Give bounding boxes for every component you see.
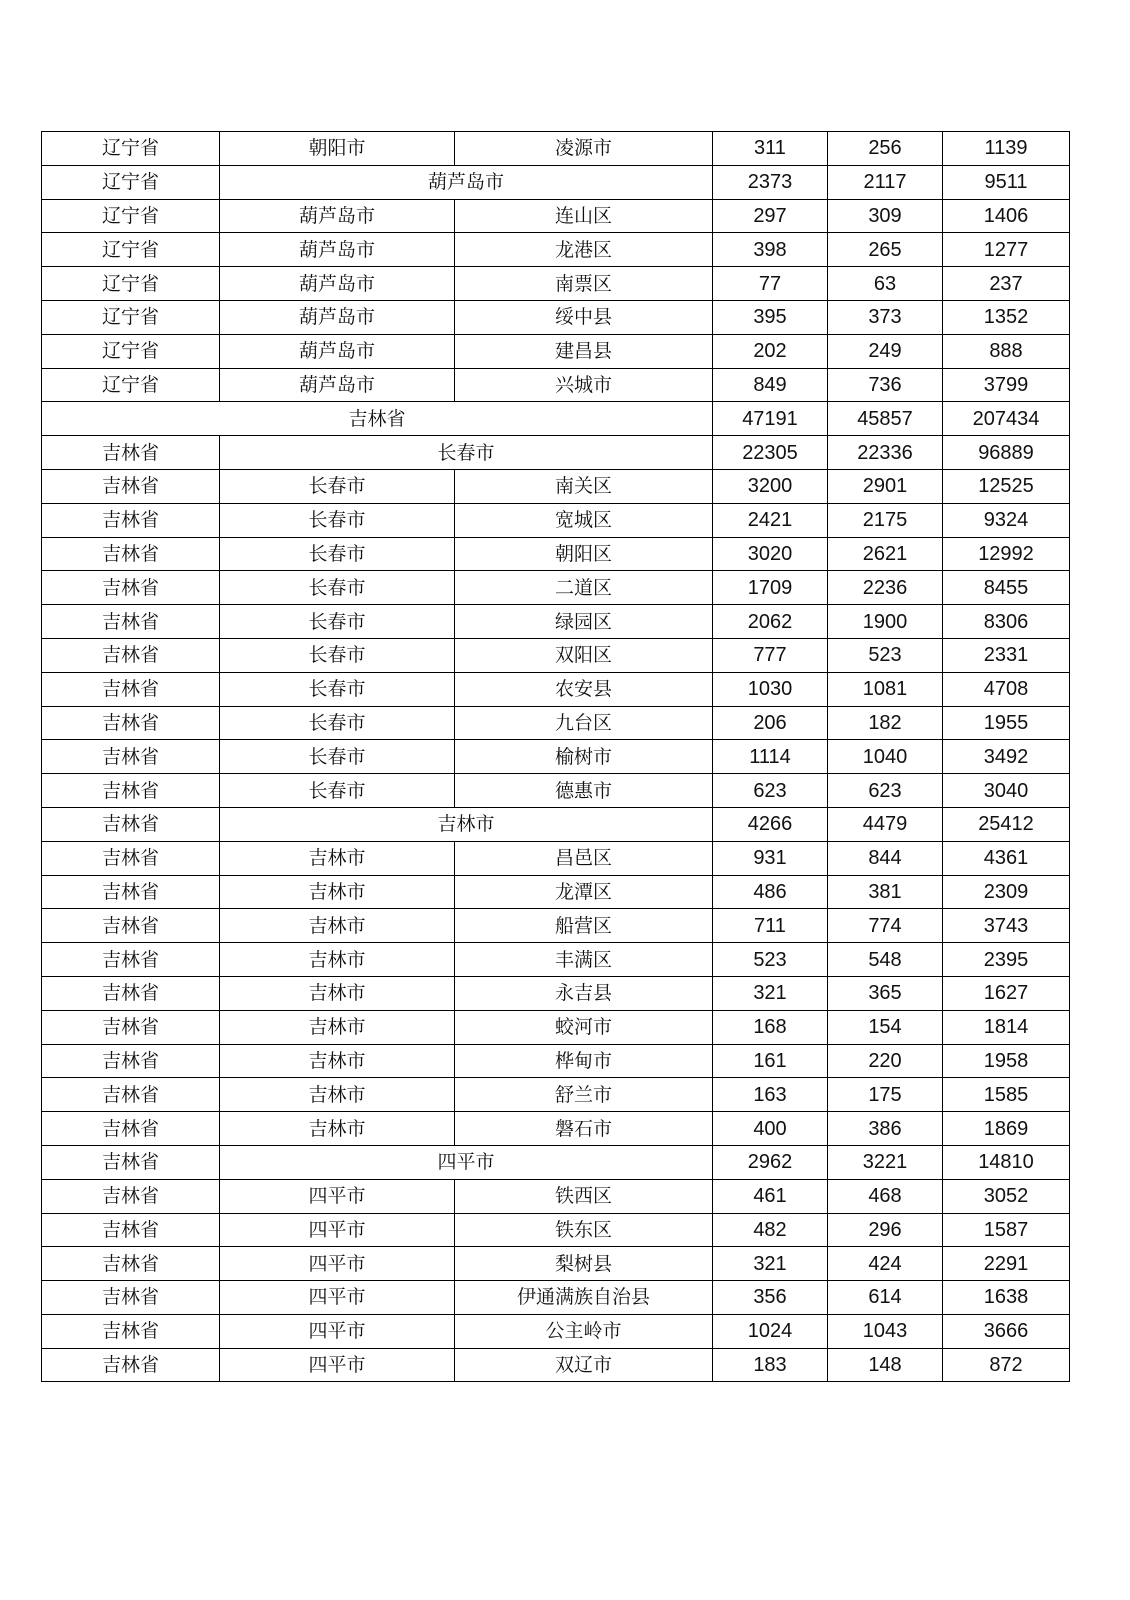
value-cell: 373 xyxy=(828,300,943,334)
province-cell: 吉林省 xyxy=(42,774,220,808)
table-row xyxy=(42,807,1070,841)
district-cell: 双阳区 xyxy=(455,638,713,672)
city-cell: 长春市 xyxy=(220,774,455,808)
value-cell: 3040 xyxy=(943,774,1070,808)
value-cell: 395 xyxy=(713,300,828,334)
table-row xyxy=(42,300,1070,334)
value-cell: 623 xyxy=(828,774,943,808)
value-cell: 25412 xyxy=(943,807,1070,841)
province-cell: 吉林省 xyxy=(42,1281,220,1315)
value-cell: 849 xyxy=(713,368,828,402)
value-cell: 1814 xyxy=(943,1010,1070,1044)
district-cell: 农安县 xyxy=(455,672,713,706)
value-cell: 207434 xyxy=(943,402,1070,436)
value-cell: 3743 xyxy=(943,909,1070,943)
table-row xyxy=(42,368,1070,402)
table-row xyxy=(42,436,1070,470)
district-cell: 建昌县 xyxy=(455,334,713,368)
province-cell: 吉林省 xyxy=(42,1314,220,1348)
value-cell: 161 xyxy=(713,1044,828,1078)
city-cell: 葫芦岛市 xyxy=(220,165,713,199)
city-cell: 葫芦岛市 xyxy=(220,334,455,368)
value-cell: 45857 xyxy=(828,402,943,436)
value-cell: 22336 xyxy=(828,436,943,470)
value-cell: 1627 xyxy=(943,976,1070,1010)
value-cell: 400 xyxy=(713,1112,828,1146)
province-cell: 吉林省 xyxy=(42,1044,220,1078)
district-cell: 龙港区 xyxy=(455,233,713,267)
table-row xyxy=(42,875,1070,909)
table-row xyxy=(42,503,1070,537)
province-cell: 辽宁省 xyxy=(42,300,220,334)
province-cell: 吉林省 xyxy=(42,909,220,943)
city-cell: 吉林市 xyxy=(220,943,455,977)
value-cell: 424 xyxy=(828,1247,943,1281)
value-cell: 14810 xyxy=(943,1145,1070,1179)
district-cell: 铁东区 xyxy=(455,1213,713,1247)
table-row xyxy=(42,1044,1070,1078)
value-cell: 356 xyxy=(713,1281,828,1315)
province-cell: 辽宁省 xyxy=(42,233,220,267)
district-cell: 昌邑区 xyxy=(455,841,713,875)
value-cell: 623 xyxy=(713,774,828,808)
city-cell: 葫芦岛市 xyxy=(220,368,455,402)
district-cell: 九台区 xyxy=(455,706,713,740)
value-cell: 1406 xyxy=(943,199,1070,233)
value-cell: 482 xyxy=(713,1213,828,1247)
table-row xyxy=(42,706,1070,740)
value-cell: 1955 xyxy=(943,706,1070,740)
city-cell: 吉林市 xyxy=(220,909,455,943)
district-cell: 双辽市 xyxy=(455,1348,713,1382)
city-cell: 长春市 xyxy=(220,503,455,537)
district-cell: 公主岭市 xyxy=(455,1314,713,1348)
value-cell: 844 xyxy=(828,841,943,875)
value-cell: 265 xyxy=(828,233,943,267)
province-cell: 辽宁省 xyxy=(42,334,220,368)
value-cell: 202 xyxy=(713,334,828,368)
value-cell: 237 xyxy=(943,267,1070,301)
district-cell: 磐石市 xyxy=(455,1112,713,1146)
value-cell: 321 xyxy=(713,1247,828,1281)
district-cell: 梨树县 xyxy=(455,1247,713,1281)
city-cell: 长春市 xyxy=(220,537,455,571)
city-cell: 四平市 xyxy=(220,1145,713,1179)
value-cell: 2331 xyxy=(943,638,1070,672)
value-cell: 1709 xyxy=(713,571,828,605)
province-cell: 辽宁省 xyxy=(42,368,220,402)
value-cell: 1024 xyxy=(713,1314,828,1348)
value-cell: 8455 xyxy=(943,571,1070,605)
table-row xyxy=(42,672,1070,706)
city-cell: 长春市 xyxy=(220,436,713,470)
value-cell: 711 xyxy=(713,909,828,943)
value-cell: 3052 xyxy=(943,1179,1070,1213)
district-cell: 龙潭区 xyxy=(455,875,713,909)
value-cell: 3020 xyxy=(713,537,828,571)
value-cell: 1043 xyxy=(828,1314,943,1348)
district-cell: 连山区 xyxy=(455,199,713,233)
value-cell: 523 xyxy=(713,943,828,977)
province-cell: 吉林省 xyxy=(42,976,220,1010)
value-cell: 12525 xyxy=(943,469,1070,503)
city-cell: 葫芦岛市 xyxy=(220,267,455,301)
value-cell: 2062 xyxy=(713,605,828,639)
value-cell: 2395 xyxy=(943,943,1070,977)
province-cell: 吉林省 xyxy=(42,1213,220,1247)
value-cell: 1900 xyxy=(828,605,943,639)
value-cell: 461 xyxy=(713,1179,828,1213)
value-cell: 2175 xyxy=(828,503,943,537)
value-cell: 1114 xyxy=(713,740,828,774)
value-cell: 872 xyxy=(943,1348,1070,1382)
value-cell: 4266 xyxy=(713,807,828,841)
city-cell: 四平市 xyxy=(220,1179,455,1213)
city-cell: 四平市 xyxy=(220,1213,455,1247)
table-row xyxy=(42,1112,1070,1146)
table-row xyxy=(42,1314,1070,1348)
value-cell: 888 xyxy=(943,334,1070,368)
city-cell: 长春市 xyxy=(220,605,455,639)
city-cell: 四平市 xyxy=(220,1281,455,1315)
value-cell: 183 xyxy=(713,1348,828,1382)
table-row xyxy=(42,1145,1070,1179)
value-cell: 220 xyxy=(828,1044,943,1078)
value-cell: 163 xyxy=(713,1078,828,1112)
city-cell: 吉林市 xyxy=(220,1044,455,1078)
value-cell: 4479 xyxy=(828,807,943,841)
value-cell: 148 xyxy=(828,1348,943,1382)
value-cell: 1030 xyxy=(713,672,828,706)
table-row xyxy=(42,1348,1070,1382)
province-cell: 吉林省 xyxy=(42,1078,220,1112)
district-cell: 南票区 xyxy=(455,267,713,301)
district-cell: 榆树市 xyxy=(455,740,713,774)
province-cell: 辽宁省 xyxy=(42,267,220,301)
district-cell: 桦甸市 xyxy=(455,1044,713,1078)
table-row xyxy=(42,976,1070,1010)
value-cell: 22305 xyxy=(713,436,828,470)
table-row xyxy=(42,1213,1070,1247)
table-row xyxy=(42,638,1070,672)
province-cell: 吉林省 xyxy=(42,571,220,605)
province-cell: 吉林省 xyxy=(42,402,713,436)
city-cell: 长春市 xyxy=(220,706,455,740)
value-cell: 249 xyxy=(828,334,943,368)
city-cell: 葫芦岛市 xyxy=(220,300,455,334)
value-cell: 321 xyxy=(713,976,828,1010)
value-cell: 1638 xyxy=(943,1281,1070,1315)
table-row xyxy=(42,605,1070,639)
district-cell: 兴城市 xyxy=(455,368,713,402)
table-row xyxy=(42,334,1070,368)
city-cell: 吉林市 xyxy=(220,807,713,841)
province-cell: 吉林省 xyxy=(42,1145,220,1179)
value-cell: 777 xyxy=(713,638,828,672)
district-cell: 伊通满族自治县 xyxy=(455,1281,713,1315)
value-cell: 774 xyxy=(828,909,943,943)
province-cell: 吉林省 xyxy=(42,706,220,740)
value-cell: 1869 xyxy=(943,1112,1070,1146)
value-cell: 12992 xyxy=(943,537,1070,571)
city-cell: 四平市 xyxy=(220,1314,455,1348)
table-row xyxy=(42,469,1070,503)
value-cell: 9324 xyxy=(943,503,1070,537)
city-cell: 长春市 xyxy=(220,469,455,503)
province-cell: 吉林省 xyxy=(42,943,220,977)
table-row xyxy=(42,774,1070,808)
province-cell: 吉林省 xyxy=(42,841,220,875)
district-cell: 舒兰市 xyxy=(455,1078,713,1112)
province-cell: 吉林省 xyxy=(42,1247,220,1281)
city-cell: 葫芦岛市 xyxy=(220,233,455,267)
value-cell: 1139 xyxy=(943,132,1070,166)
table-row xyxy=(42,1247,1070,1281)
province-cell: 吉林省 xyxy=(42,638,220,672)
value-cell: 311 xyxy=(713,132,828,166)
district-cell: 蛟河市 xyxy=(455,1010,713,1044)
value-cell: 3221 xyxy=(828,1145,943,1179)
table-row xyxy=(42,1281,1070,1315)
value-cell: 1040 xyxy=(828,740,943,774)
province-cell: 吉林省 xyxy=(42,740,220,774)
value-cell: 523 xyxy=(828,638,943,672)
district-cell: 铁西区 xyxy=(455,1179,713,1213)
district-cell: 绿园区 xyxy=(455,605,713,639)
value-cell: 63 xyxy=(828,267,943,301)
city-cell: 长春市 xyxy=(220,672,455,706)
value-cell: 77 xyxy=(713,267,828,301)
value-cell: 1587 xyxy=(943,1213,1070,1247)
value-cell: 486 xyxy=(713,875,828,909)
province-cell: 吉林省 xyxy=(42,503,220,537)
value-cell: 297 xyxy=(713,199,828,233)
value-cell: 614 xyxy=(828,1281,943,1315)
province-cell: 吉林省 xyxy=(42,1348,220,1382)
city-cell: 长春市 xyxy=(220,638,455,672)
province-cell: 吉林省 xyxy=(42,1010,220,1044)
value-cell: 1958 xyxy=(943,1044,1070,1078)
city-cell: 长春市 xyxy=(220,740,455,774)
city-cell: 长春市 xyxy=(220,571,455,605)
district-cell: 二道区 xyxy=(455,571,713,605)
district-cell: 凌源市 xyxy=(455,132,713,166)
table-row xyxy=(42,165,1070,199)
table-row xyxy=(42,1179,1070,1213)
province-cell: 吉林省 xyxy=(42,1112,220,1146)
city-cell: 吉林市 xyxy=(220,875,455,909)
table-body xyxy=(42,132,1070,1382)
value-cell: 182 xyxy=(828,706,943,740)
table-row xyxy=(42,943,1070,977)
district-cell: 船营区 xyxy=(455,909,713,943)
district-cell: 朝阳区 xyxy=(455,537,713,571)
province-cell: 辽宁省 xyxy=(42,132,220,166)
value-cell: 206 xyxy=(713,706,828,740)
value-cell: 3492 xyxy=(943,740,1070,774)
table-row xyxy=(42,1078,1070,1112)
value-cell: 386 xyxy=(828,1112,943,1146)
value-cell: 8306 xyxy=(943,605,1070,639)
value-cell: 2236 xyxy=(828,571,943,605)
province-cell: 辽宁省 xyxy=(42,199,220,233)
table-row xyxy=(42,402,1070,436)
value-cell: 548 xyxy=(828,943,943,977)
value-cell: 175 xyxy=(828,1078,943,1112)
district-cell: 德惠市 xyxy=(455,774,713,808)
value-cell: 2621 xyxy=(828,537,943,571)
value-cell: 4361 xyxy=(943,841,1070,875)
district-cell: 丰满区 xyxy=(455,943,713,977)
value-cell: 1585 xyxy=(943,1078,1070,1112)
value-cell: 2373 xyxy=(713,165,828,199)
value-cell: 365 xyxy=(828,976,943,1010)
table-row xyxy=(42,1010,1070,1044)
value-cell: 2117 xyxy=(828,165,943,199)
district-cell: 永吉县 xyxy=(455,976,713,1010)
value-cell: 96889 xyxy=(943,436,1070,470)
value-cell: 1081 xyxy=(828,672,943,706)
table-row xyxy=(42,909,1070,943)
value-cell: 309 xyxy=(828,199,943,233)
value-cell: 381 xyxy=(828,875,943,909)
value-cell: 2309 xyxy=(943,875,1070,909)
table-row xyxy=(42,740,1070,774)
province-cell: 辽宁省 xyxy=(42,165,220,199)
province-cell: 吉林省 xyxy=(42,469,220,503)
province-cell: 吉林省 xyxy=(42,875,220,909)
province-cell: 吉林省 xyxy=(42,537,220,571)
city-cell: 四平市 xyxy=(220,1348,455,1382)
district-cell: 绥中县 xyxy=(455,300,713,334)
city-cell: 吉林市 xyxy=(220,1112,455,1146)
value-cell: 3200 xyxy=(713,469,828,503)
value-cell: 4708 xyxy=(943,672,1070,706)
city-cell: 葫芦岛市 xyxy=(220,199,455,233)
city-cell: 朝阳市 xyxy=(220,132,455,166)
value-cell: 2901 xyxy=(828,469,943,503)
value-cell: 154 xyxy=(828,1010,943,1044)
statistics-table xyxy=(41,131,1070,1382)
province-cell: 吉林省 xyxy=(42,672,220,706)
province-cell: 吉林省 xyxy=(42,605,220,639)
value-cell: 468 xyxy=(828,1179,943,1213)
value-cell: 2421 xyxy=(713,503,828,537)
value-cell: 3666 xyxy=(943,1314,1070,1348)
value-cell: 256 xyxy=(828,132,943,166)
value-cell: 1277 xyxy=(943,233,1070,267)
value-cell: 9511 xyxy=(943,165,1070,199)
city-cell: 吉林市 xyxy=(220,976,455,1010)
city-cell: 吉林市 xyxy=(220,841,455,875)
province-cell: 吉林省 xyxy=(42,1179,220,1213)
province-cell: 吉林省 xyxy=(42,807,220,841)
value-cell: 296 xyxy=(828,1213,943,1247)
value-cell: 736 xyxy=(828,368,943,402)
city-cell: 吉林市 xyxy=(220,1010,455,1044)
district-cell: 宽城区 xyxy=(455,503,713,537)
table-row xyxy=(42,537,1070,571)
table-row xyxy=(42,132,1070,166)
table-row xyxy=(42,199,1070,233)
district-cell: 南关区 xyxy=(455,469,713,503)
value-cell: 47191 xyxy=(713,402,828,436)
value-cell: 168 xyxy=(713,1010,828,1044)
value-cell: 3799 xyxy=(943,368,1070,402)
value-cell: 2291 xyxy=(943,1247,1070,1281)
table-row xyxy=(42,267,1070,301)
value-cell: 2962 xyxy=(713,1145,828,1179)
value-cell: 1352 xyxy=(943,300,1070,334)
city-cell: 吉林市 xyxy=(220,1078,455,1112)
table-row xyxy=(42,233,1070,267)
province-cell: 吉林省 xyxy=(42,436,220,470)
table-row xyxy=(42,841,1070,875)
value-cell: 398 xyxy=(713,233,828,267)
value-cell: 931 xyxy=(713,841,828,875)
table-row xyxy=(42,571,1070,605)
city-cell: 四平市 xyxy=(220,1247,455,1281)
